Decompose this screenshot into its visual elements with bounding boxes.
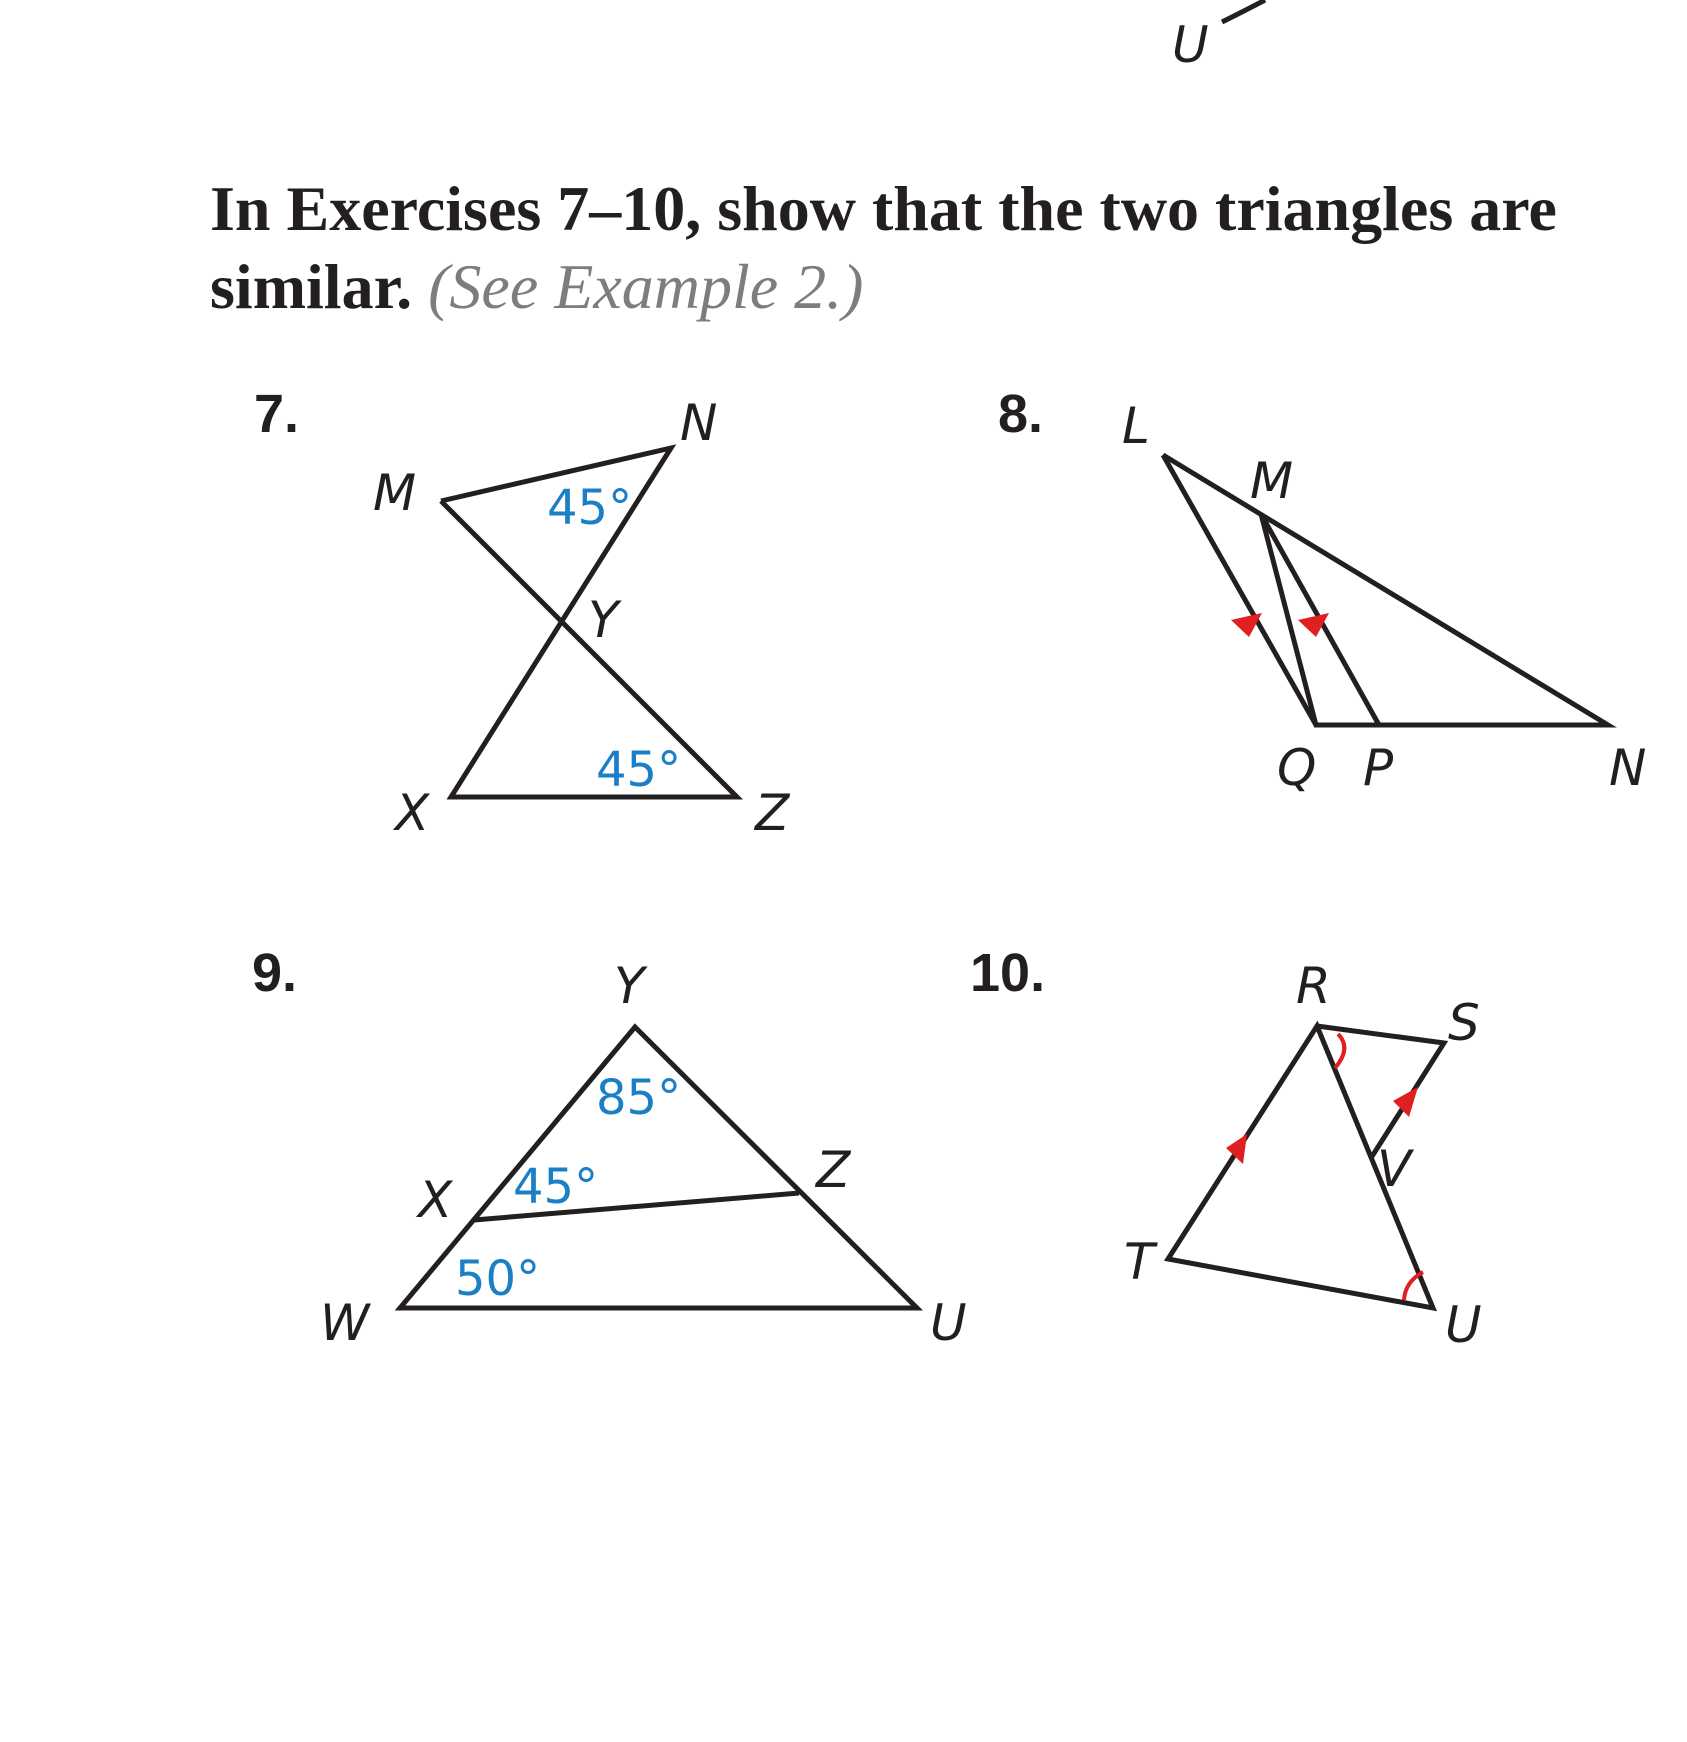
vertex-m: M (373, 464, 417, 522)
exercise-7-figure (373, 394, 791, 842)
vertex-y: Y (588, 591, 619, 649)
exercise-9-number: 9. (252, 943, 298, 1003)
vertex-w: W (320, 1294, 370, 1352)
vertex-x: X (418, 1171, 453, 1229)
vertex-z: Z (816, 1141, 851, 1199)
vertex-r: R (1296, 957, 1331, 1015)
angle-x-label: 45° (513, 1159, 599, 1215)
exercise-8-number: 8. (998, 384, 1044, 444)
exercise-8-figure (1122, 397, 1646, 797)
vertex-t: T (1124, 1233, 1155, 1291)
angle-y-label: 85° (596, 1070, 682, 1126)
top-fragment-label: U (1172, 16, 1209, 74)
vertex-n: N (680, 394, 718, 452)
instructions-text: In Exercises 7–10, show that the two triangles are similar. (210, 173, 1557, 322)
vertex-l: L (1122, 397, 1150, 455)
vertex-v: V (1377, 1140, 1412, 1198)
vertex-u: U (1445, 1296, 1482, 1354)
angle-z-label: 45° (596, 742, 682, 798)
vertex-s: S (1448, 994, 1480, 1052)
parallel-mark-arrow (1393, 1087, 1418, 1117)
exercise-7-number: 7. (254, 384, 300, 444)
vertex-x: X (395, 784, 430, 842)
example-reference: (See Example 2.) (428, 251, 864, 322)
exercise-10-figure (1124, 957, 1482, 1354)
vertex-m: M (1250, 452, 1294, 510)
vertex-u: U (930, 1294, 967, 1352)
vertex-q: Q (1277, 739, 1317, 797)
top-fragment (1172, 0, 1265, 74)
vertex-y: Y (614, 957, 645, 1015)
angle-w-label: 50° (455, 1251, 541, 1307)
vertex-n: N (1609, 739, 1647, 797)
angle-r-mark (1335, 1034, 1344, 1068)
exercise-9-figure (320, 957, 967, 1352)
vertex-p: P (1363, 739, 1394, 797)
angle-n-label: 45° (547, 480, 633, 536)
exercise-8-triangle-outline (1163, 455, 1608, 725)
exercise-10-number: 10. (970, 943, 1046, 1003)
exercise-10-triangle-rsv (1317, 1026, 1444, 1158)
top-fragment-line (1222, 0, 1265, 22)
vertex-z: Z (755, 784, 790, 842)
